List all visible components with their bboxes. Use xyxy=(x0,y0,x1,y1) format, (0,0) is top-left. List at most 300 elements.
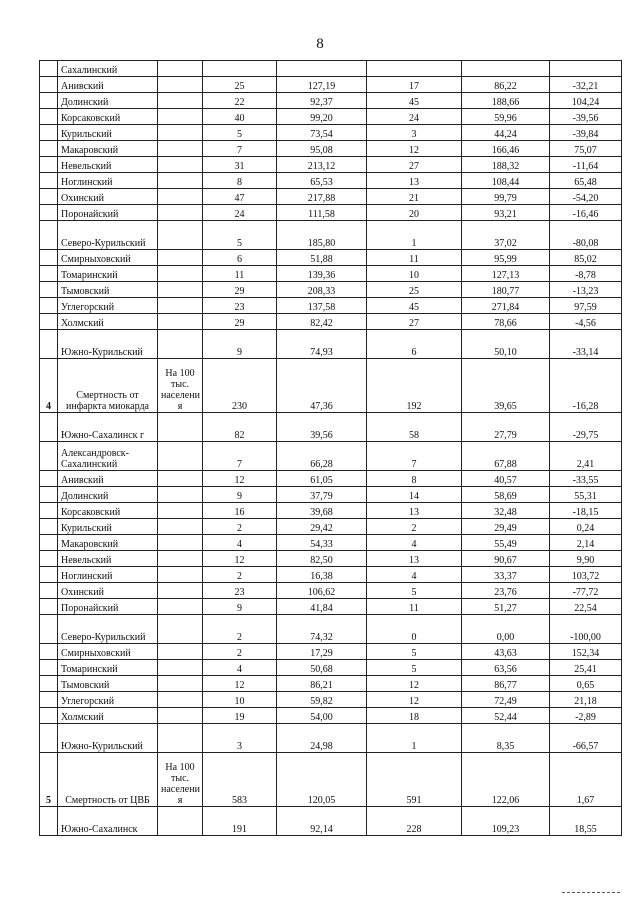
count-2019: 583 xyxy=(203,753,277,807)
rate-2019: 54,33 xyxy=(277,535,367,551)
rate-2020: 50,10 xyxy=(462,330,550,359)
row-number-cell xyxy=(40,93,58,109)
row-number-cell xyxy=(40,314,58,330)
count-2020: 58 xyxy=(367,413,462,442)
dynamics-percent: -29,75 xyxy=(550,413,622,442)
statistics-table xyxy=(39,60,622,836)
unit-cell xyxy=(158,266,203,282)
count-2020: 6 xyxy=(367,330,462,359)
row-number-cell xyxy=(40,519,58,535)
row-number-cell xyxy=(40,692,58,708)
district-name: Южно-Сахалинск г xyxy=(58,413,158,442)
table-row xyxy=(40,583,622,599)
rate-2020: 95,99 xyxy=(462,250,550,266)
count-2020: 20 xyxy=(367,205,462,221)
count-2019: 19 xyxy=(203,708,277,724)
count-2019: 6 xyxy=(203,250,277,266)
count-2020: 7 xyxy=(367,442,462,471)
count-2020: 45 xyxy=(367,93,462,109)
count-2020: 17 xyxy=(367,77,462,93)
unit-cell xyxy=(158,205,203,221)
dynamics-percent: -8,78 xyxy=(550,266,622,282)
dynamics-percent: 152,34 xyxy=(550,644,622,660)
rate-2019: 120,05 xyxy=(277,753,367,807)
rate-2019: 65,53 xyxy=(277,173,367,189)
unit-cell xyxy=(158,692,203,708)
rate-2020: 40,57 xyxy=(462,471,550,487)
unit-cell xyxy=(158,125,203,141)
rate-2020: 72,49 xyxy=(462,692,550,708)
rate-2020: 99,79 xyxy=(462,189,550,205)
rate-2020: 51,27 xyxy=(462,599,550,615)
unit-cell xyxy=(158,660,203,676)
count-2020: 27 xyxy=(367,314,462,330)
count-2020: 3 xyxy=(367,125,462,141)
row-number-cell xyxy=(40,109,58,125)
row-number-cell xyxy=(40,724,58,753)
count-2020: 25 xyxy=(367,282,462,298)
rate-2020: 86,77 xyxy=(462,676,550,692)
count-2019: 10 xyxy=(203,692,277,708)
district-name: Курильский xyxy=(58,125,158,141)
count-2019: 29 xyxy=(203,314,277,330)
unit-cell xyxy=(158,298,203,314)
row-number-cell xyxy=(40,282,58,298)
dynamics-percent: 0,65 xyxy=(550,676,622,692)
district-name: Томаринский xyxy=(58,266,158,282)
rate-2020: 0,00 xyxy=(462,615,550,644)
unit-cell xyxy=(158,583,203,599)
indicator-name: Смертность от инфаркта миокарда xyxy=(58,359,158,413)
count-2020: 1 xyxy=(367,221,462,250)
rate-2019: 24,98 xyxy=(277,724,367,753)
rate-2019: 95,08 xyxy=(277,141,367,157)
rate-2019: 137,58 xyxy=(277,298,367,314)
rate-2019: 41,84 xyxy=(277,599,367,615)
rate-2019: 99,20 xyxy=(277,109,367,125)
count-2020: 12 xyxy=(367,676,462,692)
district-name: Охинский xyxy=(58,583,158,599)
row-number-cell xyxy=(40,221,58,250)
row-number-cell xyxy=(40,157,58,173)
district-name: Анивский xyxy=(58,471,158,487)
table-row xyxy=(40,644,622,660)
unit-cell xyxy=(158,250,203,266)
district-name: Корсаковский xyxy=(58,109,158,125)
table-row xyxy=(40,173,622,189)
rate-2019: 86,21 xyxy=(277,676,367,692)
count-2019: 29 xyxy=(203,282,277,298)
rate-2020: 78,66 xyxy=(462,314,550,330)
count-2019: 40 xyxy=(203,109,277,125)
district-name: Долинский xyxy=(58,93,158,109)
rate-2020: 52,44 xyxy=(462,708,550,724)
district-name: Невельский xyxy=(58,157,158,173)
district-name: Сахалинский xyxy=(58,61,158,77)
row-number-cell xyxy=(40,487,58,503)
unit-label: На 100 тыс. населени я xyxy=(158,753,203,807)
unit-cell xyxy=(158,189,203,205)
dynamics-percent: -100,00 xyxy=(550,615,622,644)
count-2019: 12 xyxy=(203,551,277,567)
table-body xyxy=(40,61,622,836)
count-2019: 12 xyxy=(203,471,277,487)
table-row xyxy=(40,807,622,836)
count-2019: 9 xyxy=(203,330,277,359)
rate-2019: 74,93 xyxy=(277,330,367,359)
rate-2019: 139,36 xyxy=(277,266,367,282)
table-row xyxy=(40,314,622,330)
district-name: Поронайский xyxy=(58,205,158,221)
dynamics-percent: 75,07 xyxy=(550,141,622,157)
count-2020: 13 xyxy=(367,173,462,189)
row-number-cell xyxy=(40,551,58,567)
count-2019: 12 xyxy=(203,676,277,692)
dynamics-percent: -39,84 xyxy=(550,125,622,141)
rate-2020: 33,37 xyxy=(462,567,550,583)
rate-2020: 86,22 xyxy=(462,77,550,93)
table-row xyxy=(40,567,622,583)
table-row xyxy=(40,189,622,205)
unit-cell xyxy=(158,109,203,125)
table-row xyxy=(40,266,622,282)
count-2019: 47 xyxy=(203,189,277,205)
unit-cell xyxy=(158,221,203,250)
unit-cell xyxy=(158,141,203,157)
count-2020: 8 xyxy=(367,471,462,487)
rate-2020: 39,65 xyxy=(462,359,550,413)
dynamics-percent: 97,59 xyxy=(550,298,622,314)
dynamics-percent: -11,64 xyxy=(550,157,622,173)
count-2020: 14 xyxy=(367,487,462,503)
row-number-cell xyxy=(40,189,58,205)
rate-2019: 185,80 xyxy=(277,221,367,250)
district-name: Углегорский xyxy=(58,692,158,708)
table-row xyxy=(40,724,622,753)
district-name: Макаровский xyxy=(58,141,158,157)
dynamics-percent: 2,41 xyxy=(550,442,622,471)
count-2019: 7 xyxy=(203,141,277,157)
row-number-cell xyxy=(40,567,58,583)
unit-cell xyxy=(158,551,203,567)
unit-cell xyxy=(158,615,203,644)
unit-cell xyxy=(158,535,203,551)
rate-2019: 59,82 xyxy=(277,692,367,708)
rate-2020: 166,46 xyxy=(462,141,550,157)
count-2020: 10 xyxy=(367,266,462,282)
count-2019: 22 xyxy=(203,93,277,109)
district-name: Ноглинский xyxy=(58,173,158,189)
count-2020: 12 xyxy=(367,141,462,157)
table-row xyxy=(40,298,622,314)
unit-cell xyxy=(158,330,203,359)
table-row xyxy=(40,487,622,503)
dynamics-percent: 21,18 xyxy=(550,692,622,708)
dynamics-percent: -33,14 xyxy=(550,330,622,359)
count-2019: 191 xyxy=(203,807,277,836)
dynamics-percent: -18,15 xyxy=(550,503,622,519)
count-2019: 11 xyxy=(203,266,277,282)
dynamics-percent: -66,57 xyxy=(550,724,622,753)
rate-2019: 54,00 xyxy=(277,708,367,724)
rate-2019: 92,37 xyxy=(277,93,367,109)
count-2019: 24 xyxy=(203,205,277,221)
row-number-cell xyxy=(40,615,58,644)
rate-2019: 66,28 xyxy=(277,442,367,471)
rate-2019: 29,42 xyxy=(277,519,367,535)
row-number-cell xyxy=(40,442,58,471)
rate-2020: 29,49 xyxy=(462,519,550,535)
rate-2020: 90,67 xyxy=(462,551,550,567)
unit-cell xyxy=(158,519,203,535)
row-number-cell xyxy=(40,266,58,282)
row-number-cell xyxy=(40,644,58,660)
count-2019: 3 xyxy=(203,724,277,753)
count-2019: 2 xyxy=(203,615,277,644)
count-2019: 7 xyxy=(203,442,277,471)
district-name: Анивский xyxy=(58,77,158,93)
rate-2020: 27,79 xyxy=(462,413,550,442)
table-row xyxy=(40,221,622,250)
table-row xyxy=(40,599,622,615)
count-2019: 230 xyxy=(203,359,277,413)
dynamics-percent: -33,55 xyxy=(550,471,622,487)
dynamics-percent: -4,56 xyxy=(550,314,622,330)
count-2020: 5 xyxy=(367,583,462,599)
count-2019: 23 xyxy=(203,583,277,599)
count-2020: 4 xyxy=(367,567,462,583)
count-2020: 11 xyxy=(367,599,462,615)
count-2019: 2 xyxy=(203,644,277,660)
unit-cell xyxy=(158,282,203,298)
row-number-cell xyxy=(40,660,58,676)
row-number-cell xyxy=(40,173,58,189)
dynamics-percent: -32,21 xyxy=(550,77,622,93)
rate-2020: 43,63 xyxy=(462,644,550,660)
unit-cell xyxy=(158,724,203,753)
district-name: Корсаковский xyxy=(58,503,158,519)
unit-cell xyxy=(158,807,203,836)
rate-2020: 67,88 xyxy=(462,442,550,471)
rate-2020: 188,66 xyxy=(462,93,550,109)
dynamics-percent: -2,89 xyxy=(550,708,622,724)
rate-2019: 50,68 xyxy=(277,660,367,676)
district-name: Охинский xyxy=(58,189,158,205)
row-number-cell xyxy=(40,583,58,599)
rate-2019: 17,29 xyxy=(277,644,367,660)
rate-2019: 111,58 xyxy=(277,205,367,221)
unit-cell xyxy=(158,676,203,692)
unit-label: На 100 тыс. населени я xyxy=(158,359,203,413)
table-row xyxy=(40,282,622,298)
table-row xyxy=(40,125,622,141)
table-row xyxy=(40,330,622,359)
count-2019: 16 xyxy=(203,503,277,519)
count-2020: 21 xyxy=(367,189,462,205)
section-header-row xyxy=(40,359,622,413)
count-2020: 2 xyxy=(367,519,462,535)
dynamics-percent: -77,72 xyxy=(550,583,622,599)
dynamics-percent: -16,46 xyxy=(550,205,622,221)
rate-2019: 74,32 xyxy=(277,615,367,644)
district-name: Холмский xyxy=(58,314,158,330)
dynamics-percent: -54,20 xyxy=(550,189,622,205)
count-2020: 11 xyxy=(367,250,462,266)
rate-2020: 58,69 xyxy=(462,487,550,503)
unit-cell xyxy=(158,487,203,503)
count-2019: 2 xyxy=(203,567,277,583)
count-2020: 228 xyxy=(367,807,462,836)
rate-2020: 63,56 xyxy=(462,660,550,676)
rate-2019: 47,36 xyxy=(277,359,367,413)
rate-2020: 127,13 xyxy=(462,266,550,282)
count-2020: 13 xyxy=(367,503,462,519)
count-2019: 4 xyxy=(203,535,277,551)
count-2019: 31 xyxy=(203,157,277,173)
count-2020: 12 xyxy=(367,692,462,708)
rate-2019: 16,38 xyxy=(277,567,367,583)
count-2020: 591 xyxy=(367,753,462,807)
row-number-cell xyxy=(40,676,58,692)
district-name: Тымовский xyxy=(58,282,158,298)
rate-2019: 82,42 xyxy=(277,314,367,330)
table-row xyxy=(40,519,622,535)
count-2019: 9 xyxy=(203,599,277,615)
rate-2019: 39,56 xyxy=(277,413,367,442)
unit-cell xyxy=(158,503,203,519)
row-number-cell xyxy=(40,471,58,487)
district-name: Макаровский xyxy=(58,535,158,551)
dynamics-percent: -13,23 xyxy=(550,282,622,298)
dynamics-percent: 103,72 xyxy=(550,567,622,583)
unit-cell xyxy=(158,442,203,471)
district-name: Южно-Сахалинск xyxy=(58,807,158,836)
count-2019: 5 xyxy=(203,125,277,141)
rate-2020: 122,06 xyxy=(462,753,550,807)
district-name: Смирныховский xyxy=(58,644,158,660)
table-row xyxy=(40,413,622,442)
table-row xyxy=(40,676,622,692)
dynamics-percent: 85,02 xyxy=(550,250,622,266)
district-name: Северо-Курильский xyxy=(58,221,158,250)
dynamics-percent: -80,08 xyxy=(550,221,622,250)
unit-cell xyxy=(158,599,203,615)
district-name: Томаринский xyxy=(58,660,158,676)
rate-2020: 109,23 xyxy=(462,807,550,836)
unit-cell xyxy=(158,173,203,189)
row-number-cell xyxy=(40,503,58,519)
row-number-cell xyxy=(40,599,58,615)
row-number-cell xyxy=(40,141,58,157)
section-number: 5 xyxy=(40,753,58,807)
rate-2020: 23,76 xyxy=(462,583,550,599)
row-number-cell xyxy=(40,250,58,266)
count-2019: 23 xyxy=(203,298,277,314)
indicator-name: Смертность от ЦВБ xyxy=(58,753,158,807)
rate-2020: 44,24 xyxy=(462,125,550,141)
rate-2019: 217,88 xyxy=(277,189,367,205)
row-number-cell xyxy=(40,708,58,724)
count-2020: 192 xyxy=(367,359,462,413)
count-2020: 5 xyxy=(367,644,462,660)
district-name: Невельский xyxy=(58,551,158,567)
dynamics-percent: 9,90 xyxy=(550,551,622,567)
district-name: Северо-Курильский xyxy=(58,615,158,644)
count-2020: 45 xyxy=(367,298,462,314)
rate-2020: 37,02 xyxy=(462,221,550,250)
page-number: 8 xyxy=(316,36,324,52)
dynamics-percent: 104,24 xyxy=(550,93,622,109)
rate-2020: 93,21 xyxy=(462,205,550,221)
dynamics-percent: 25,41 xyxy=(550,660,622,676)
table-row xyxy=(40,615,622,644)
row-number-cell xyxy=(40,77,58,93)
section-header-row xyxy=(40,753,622,807)
table-row xyxy=(40,109,622,125)
district-name: Смирныховский xyxy=(58,250,158,266)
district-name: Курильский xyxy=(58,519,158,535)
dynamics-percent: 65,48 xyxy=(550,173,622,189)
district-name: Поронайский xyxy=(58,599,158,615)
section-number: 4 xyxy=(40,359,58,413)
dynamics-percent: 22,54 xyxy=(550,599,622,615)
rate-2019: 213,12 xyxy=(277,157,367,173)
table-row xyxy=(40,692,622,708)
unit-cell xyxy=(158,413,203,442)
rate-2020: 59,96 xyxy=(462,109,550,125)
rate-2019: 208,33 xyxy=(277,282,367,298)
unit-cell xyxy=(158,644,203,660)
table-row xyxy=(40,93,622,109)
row-number-cell xyxy=(40,807,58,836)
table-row xyxy=(40,157,622,173)
count-2020: 1 xyxy=(367,724,462,753)
rate-2019: 73,54 xyxy=(277,125,367,141)
rate-2019: 127,19 xyxy=(277,77,367,93)
unit-cell xyxy=(158,567,203,583)
district-name: Южно-Курильский xyxy=(58,724,158,753)
dynamics-percent: 1,67 xyxy=(550,753,622,807)
count-2020: 0 xyxy=(367,615,462,644)
count-2019: 25 xyxy=(203,77,277,93)
rate-2019: 37,79 xyxy=(277,487,367,503)
table-row xyxy=(40,250,622,266)
count-2019: 8 xyxy=(203,173,277,189)
district-name: Тымовский xyxy=(58,676,158,692)
row-number-cell xyxy=(40,330,58,359)
district-name: Холмский xyxy=(58,708,158,724)
count-2020: 5 xyxy=(367,660,462,676)
row-number-cell xyxy=(40,535,58,551)
district-name: Южно-Курильский xyxy=(58,330,158,359)
count-2019: 4 xyxy=(203,660,277,676)
dynamics-percent: -16,28 xyxy=(550,359,622,413)
unit-cell xyxy=(158,93,203,109)
district-name: Долинский xyxy=(58,487,158,503)
rate-2019: 61,05 xyxy=(277,471,367,487)
dynamics-percent: 18,55 xyxy=(550,807,622,836)
count-2019: 9 xyxy=(203,487,277,503)
rate-2019: 82,50 xyxy=(277,551,367,567)
table-row xyxy=(40,551,622,567)
rate-2019: 92,14 xyxy=(277,807,367,836)
dynamics-percent: 0,24 xyxy=(550,519,622,535)
rate-2020: 188,32 xyxy=(462,157,550,173)
rate-2020: 55,49 xyxy=(462,535,550,551)
count-2020: 24 xyxy=(367,109,462,125)
rate-2020: 8,35 xyxy=(462,724,550,753)
rate-2020: 108,44 xyxy=(462,173,550,189)
